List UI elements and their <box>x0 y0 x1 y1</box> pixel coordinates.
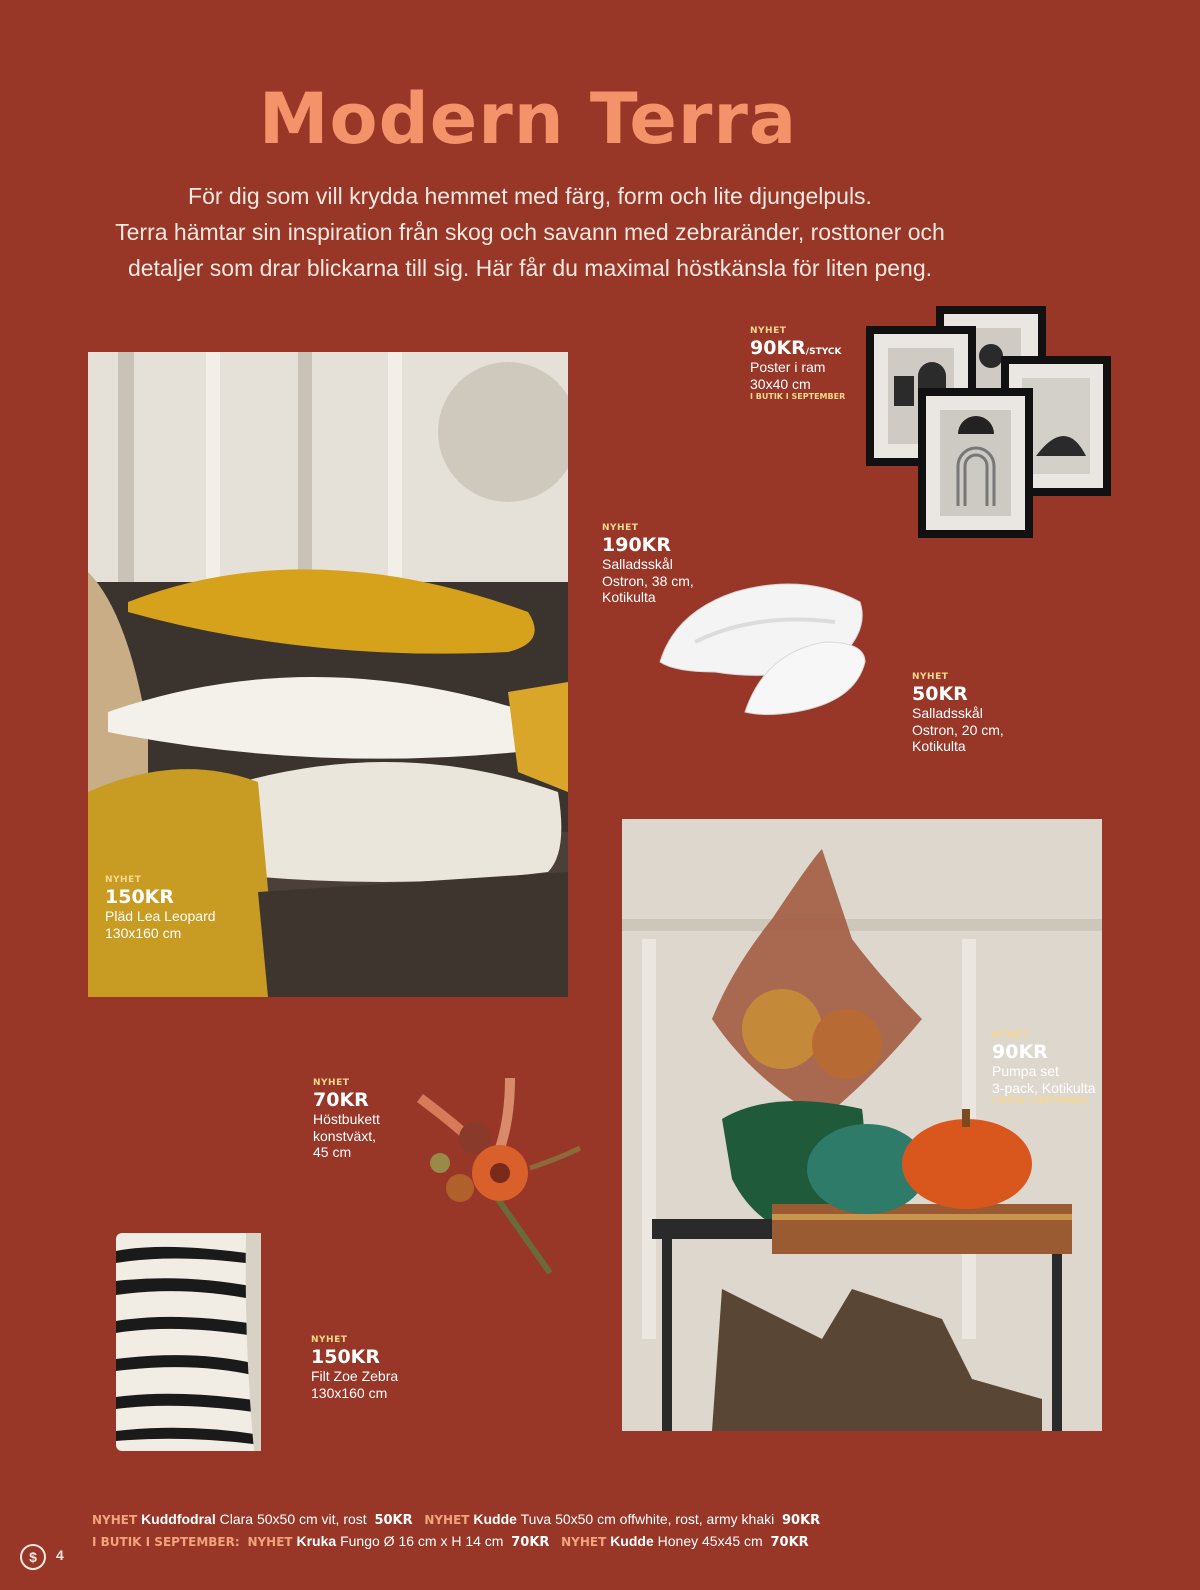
product-desc: Fungo Ø 16 cm x H 14 cm <box>340 1533 504 1549</box>
intro-line: detaljer som drar blickarna till sig. Här får du maximal höstkänsla för liten peng. <box>127 255 933 281</box>
product-name: Pumpa set <box>992 1063 1059 1080</box>
poster-label <box>750 326 845 401</box>
zebra-blanket-image <box>116 1233 261 1451</box>
bouquet-label <box>313 1078 380 1161</box>
price: 190KR <box>602 533 672 556</box>
product-name: Kudde <box>473 1511 517 1527</box>
footer-line-2 <box>92 1531 820 1553</box>
availability: I BUTIK I SEPTEMBER <box>750 392 846 402</box>
new-tag: NYHET <box>313 1078 350 1088</box>
price: 70KR <box>313 1088 369 1111</box>
price-unit: /STYCK <box>805 346 842 357</box>
new-tag: NYHET <box>912 672 949 682</box>
new-tag: NYHET <box>92 1513 138 1527</box>
pumpkin-label <box>992 1030 1096 1105</box>
new-tag: NYHET <box>105 875 142 885</box>
product-size: 130x160 cm <box>311 1384 388 1401</box>
plaid-label <box>105 875 216 941</box>
price: 90KR <box>750 336 806 359</box>
product-size: 45 cm <box>313 1144 352 1161</box>
product-desc: 3-pack, Kotikulta <box>992 1079 1096 1096</box>
price: 50KR <box>912 682 968 705</box>
poster-frames-image <box>866 306 1111 542</box>
intro-line: Terra hämtar sin inspiration från skog och savann med zebraränder, rosttoner och <box>115 219 945 245</box>
footer-product-list <box>92 1509 820 1553</box>
new-tag: NYHET <box>750 326 787 336</box>
price: 150KR <box>311 1345 381 1368</box>
product-name: Kruka <box>296 1533 337 1549</box>
availability: I BUTIK I SEPTEMBER <box>992 1096 1088 1106</box>
zebra-label <box>311 1335 398 1401</box>
product-desc: Honey 45x45 cm <box>657 1533 763 1549</box>
intro-text <box>80 178 980 286</box>
price: 90KR <box>782 1513 821 1528</box>
new-tag: NYHET <box>311 1335 348 1345</box>
product-name: Poster i ram <box>750 359 826 376</box>
new-tag: NYHET <box>602 523 639 533</box>
product-name: Filt Zoe Zebra <box>311 1368 399 1385</box>
oyster-bowls-image <box>655 572 877 720</box>
price: 90KR <box>992 1040 1048 1063</box>
product-brand: Kotikulta <box>912 738 966 755</box>
price: 70KR <box>511 1535 550 1550</box>
product-desc: Tuva 50x50 cm offwhite, rost, army khaki <box>520 1511 775 1527</box>
bowl-small-label <box>912 672 1004 755</box>
pumpkins-photo <box>622 819 1102 1431</box>
page-title: Modern Terra <box>258 78 798 160</box>
product-name: Salladsskål <box>602 556 673 573</box>
price: 70KR <box>770 1535 809 1550</box>
product-size: 130x160 cm <box>105 924 182 941</box>
price: 150KR <box>105 885 175 908</box>
product-size: 30x40 cm <box>750 375 811 392</box>
bouquet-image <box>400 1068 590 1283</box>
new-tag: NYHET <box>247 1535 293 1549</box>
intro-line: För dig som vill krydda hemmet med färg, form och lite djungelpuls. <box>188 183 872 209</box>
new-tag: NYHET <box>561 1535 607 1549</box>
product-name: Höstbukett <box>313 1111 380 1128</box>
product-name: Pläd Lea Leopard <box>105 908 216 925</box>
price: 50KR <box>374 1513 413 1528</box>
product-name: Kudde <box>610 1533 654 1549</box>
product-desc: Clara 50x50 cm vit, rost <box>219 1511 367 1527</box>
product-desc: Ostron, 20 cm, <box>912 721 1004 738</box>
product-desc: Ostron, 38 cm, <box>602 572 694 589</box>
availability-prefix: I BUTIK I SEPTEMBER: <box>92 1535 240 1549</box>
page-number: 4 <box>56 1547 64 1563</box>
product-name: Salladsskål <box>912 705 983 722</box>
brand-logo-icon: $ <box>20 1544 46 1570</box>
new-tag: NYHET <box>992 1030 1029 1040</box>
new-tag: NYHET <box>424 1513 470 1527</box>
footer-line-1 <box>92 1509 820 1531</box>
product-brand: Kotikulta <box>602 589 656 606</box>
product-desc: konstväxt, <box>313 1127 377 1144</box>
product-name: Kuddfodral <box>141 1511 216 1527</box>
